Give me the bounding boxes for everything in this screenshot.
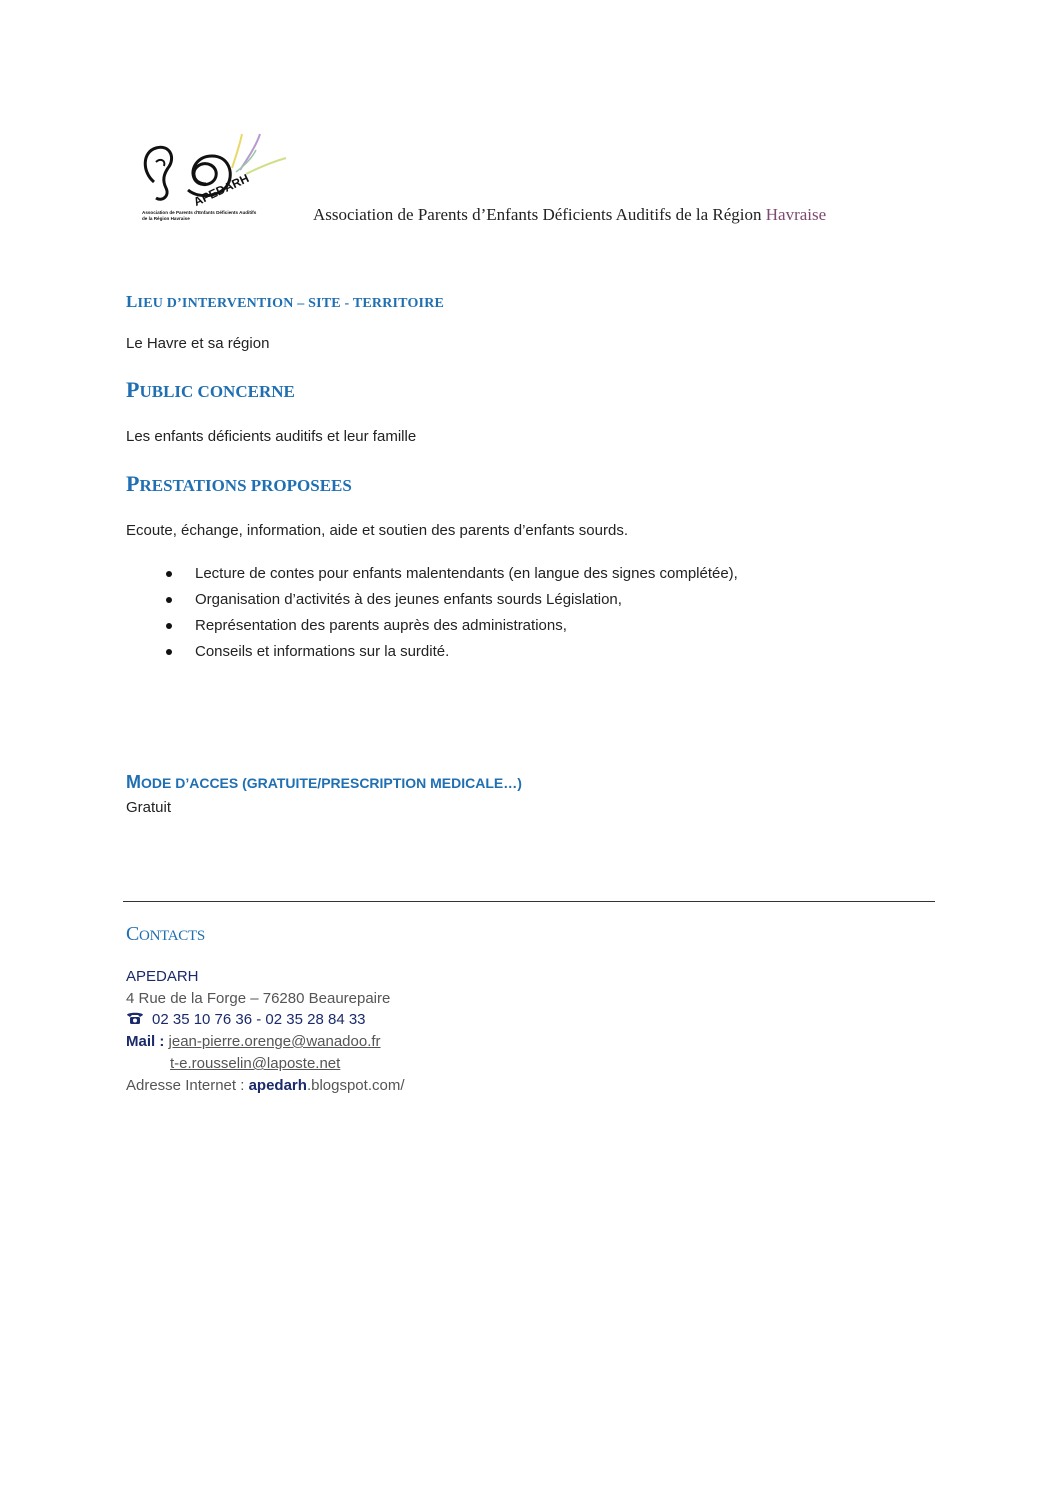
contact-address: 4 Rue de la Forge – 76280 Beaurepaire [126,990,391,1007]
heading-contacts: CONTACTS [126,923,205,945]
organization-title: Association de Parents d’Enfants Déficients Auditifs de la Région Havraise [313,205,827,224]
contact-phones: 02 35 10 76 36 - 02 35 28 84 33 [126,1011,366,1028]
list-item: Représentation des parents auprès des administrations, [126,615,738,641]
phone-icon [126,1011,144,1025]
bullet-icon [166,571,172,577]
prestations-list [126,563,738,667]
heading-mode-acces: MODE D’ACCES (GRATUITE/PRESCRIPTION MEDICALE…) [126,772,522,792]
svg-text:de la Région Havraise: de la Région Havraise [142,216,190,221]
contact-mail-2 [170,1055,340,1072]
contact-mail-1: Mail : jean-pierre.orenge@wanadoo.fr [126,1033,381,1050]
svg-text:Association de Parents d'Enfan: Association de Parents d'Enfants Déficients Auditifs [142,210,257,215]
apedarh-logo [136,128,291,226]
mode-text: Gratuit [126,799,172,816]
list-item: Organisation d’activités à des jeunes enfants sourds Législation, [126,589,738,615]
email-link-1[interactable]: jean-pierre.orenge@wanadoo.fr [168,1033,381,1050]
contact-website: Adresse Internet : apedarh.blogspot.com/ [126,1077,405,1094]
list-item: Conseils et informations sur la surdité. [126,641,738,667]
heading-prestations: PRESTATIONS PROPOSEES [126,471,352,496]
contact-name: APEDARH [126,968,199,985]
email-link-2[interactable]: t-e.rousselin@laposte.net [170,1055,341,1072]
website-link[interactable]: apedarh [248,1077,307,1094]
logo-text: APEDARH [191,171,252,209]
bullet-icon [166,623,172,629]
public-text: Les enfants déficients auditifs et leur famille [126,428,417,445]
prestations-text: Ecoute, échange, information, aide et soutien des parents d’enfants sourds. [126,522,628,539]
section-divider [123,901,935,902]
bullet-icon [166,597,172,603]
lieu-text: Le Havre et sa région [126,335,270,352]
heading-lieu-intervention: LIEU D’INTERVENTION – SITE - TERRITOIRE [126,292,445,311]
bullet-icon [166,649,172,655]
list-item: Lecture de contes pour enfants malentendants (en langue des signes complétée), [126,563,738,589]
heading-public-concerne: PUBLIC CONCERNE [126,377,295,402]
